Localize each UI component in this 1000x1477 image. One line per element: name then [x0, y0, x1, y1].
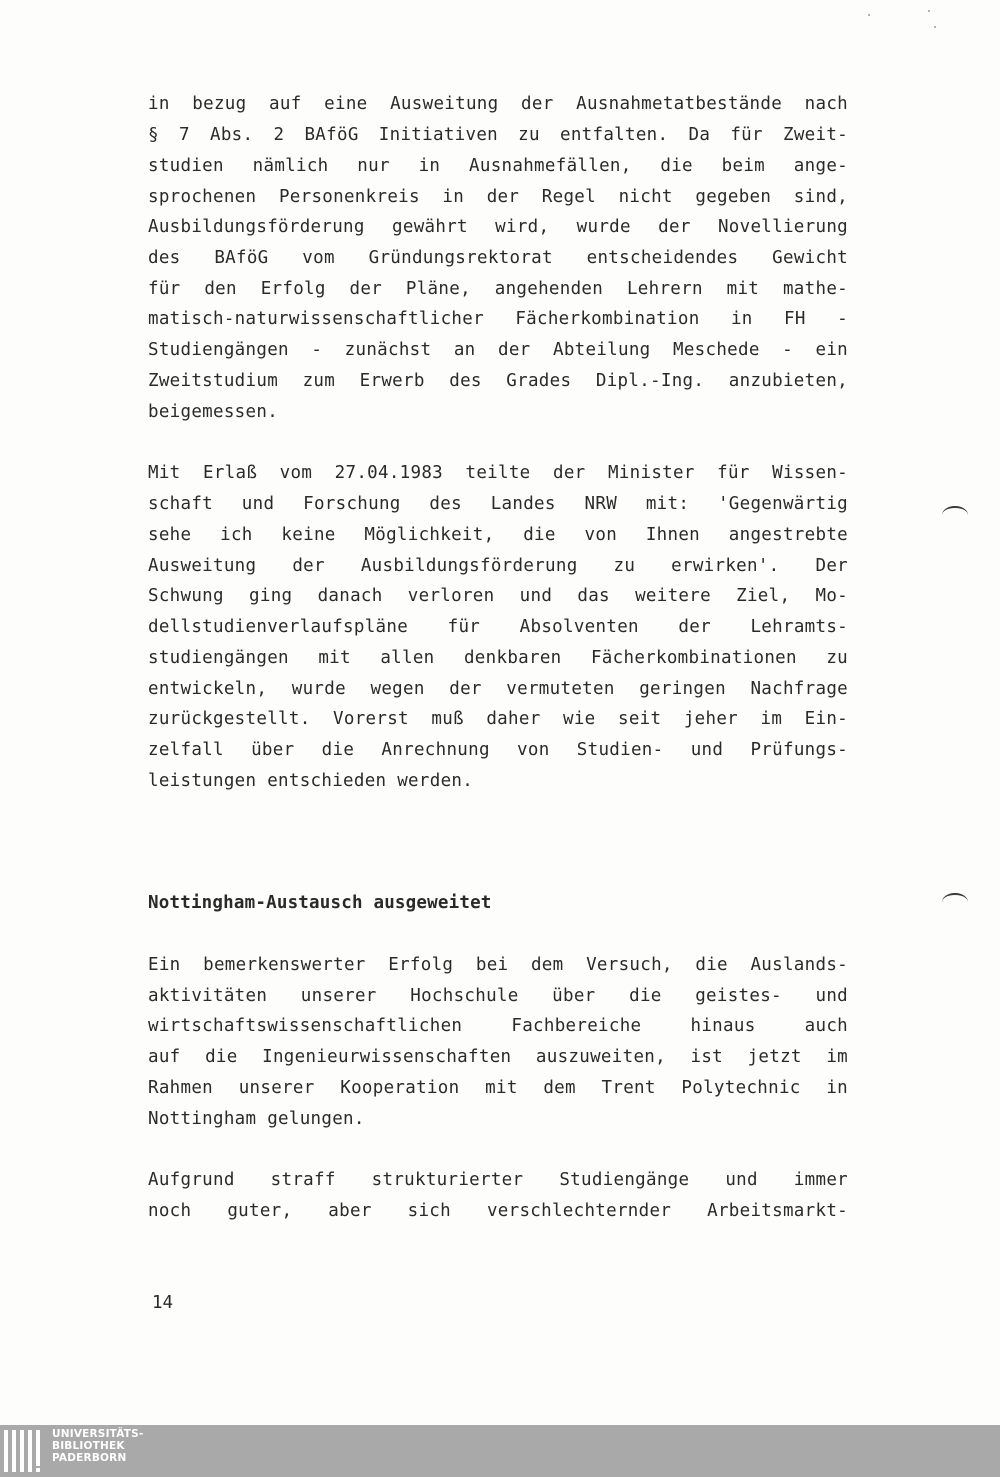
text-line: dellstudienverlaufspläne für Absolventen der Lehramts-: [148, 617, 848, 637]
text-line: des BAföG vom Gründungsrektorat entscheidendes Gewicht: [148, 248, 848, 268]
text-line: aktivitäten unserer Hochschule über die geistes- und: [148, 986, 848, 1006]
text-line: matisch-naturwissenschaftlicher Fächerkombination in FH -: [148, 309, 848, 329]
text-line: Mit Erlaß vom 27.04.1983 teilte der Minister für Wissen-: [148, 463, 848, 483]
text-line: Aufgrund straff strukturierter Studiengänge und immer: [148, 1170, 848, 1190]
text-line: Ausweitung der Ausbildungsförderung zu erwirken'. Der: [148, 556, 848, 576]
section-heading: Nottingham-Austausch ausgeweitet: [148, 893, 492, 913]
text-line: sehe ich keine Möglichkeit, die von Ihnen angestrebte: [148, 525, 848, 545]
text-line: noch guter, aber sich verschlechternder Arbeitsmarkt-: [148, 1201, 848, 1221]
text-line: Ein bemerkenswerter Erfolg bei dem Versuch, die Auslands-: [148, 955, 848, 975]
text-line: § 7 Abs. 2 BAföG Initiativen zu entfalten. Da für Zweit-: [148, 125, 848, 145]
text-line: Ausbildungsförderung gewährt wird, wurde der Novellierung: [148, 217, 848, 237]
text-line: sprochenen Personenkreis in der Regel nicht gegeben sind,: [148, 187, 848, 207]
text-line: auf die Ingenieurwissenschaften auszuweiten, ist jetzt im: [148, 1047, 848, 1067]
text-line: Zweitstudium zum Erwerb des Grades Dipl.-Ing. anzubieten,: [148, 371, 848, 391]
scan-speck: [928, 10, 930, 12]
text-line: für den Erfolg der Pläne, angehenden Lehrern mit mathe-: [148, 279, 848, 299]
text-line: beigemessen.: [148, 402, 279, 422]
text-line: Studiengängen - zunächst an der Abteilung Meschede - ein: [148, 340, 848, 360]
punch-hole-mark: [942, 506, 968, 524]
scan-speck: [934, 26, 936, 28]
text-line: zurückgestellt. Vorerst muß daher wie seit jeher im Ein-: [148, 709, 848, 729]
text-line: studiengängen mit allen denkbaren Fächerkombinationen zu: [148, 648, 848, 668]
library-logo: [2, 1428, 162, 1474]
logo-line: BIBLIOTHEK: [52, 1440, 125, 1452]
text-line: Schwung ging danach verloren und das weitere Ziel, Mo-: [148, 586, 848, 606]
punch-hole-mark: [942, 893, 968, 911]
text-line: zelfall über die Anrechnung von Studien- und Prüfungs-: [148, 740, 848, 760]
logo-line: PADERBORN: [52, 1452, 127, 1464]
text-line: wirtschaftswissenschaftlichen Fachbereiche hinaus auch: [148, 1016, 848, 1036]
text-line: in bezug auf eine Ausweitung der Ausnahmetatbestände nach: [148, 94, 848, 114]
text-line: Rahmen unserer Kooperation mit dem Trent Polytechnic in: [148, 1078, 848, 1098]
logo-stripes-icon: [2, 1430, 48, 1472]
page-number: 14: [152, 1293, 174, 1313]
logo-line: UNIVERSITÄTS-: [52, 1428, 144, 1440]
text-line: studien nämlich nur in Ausnahmefällen, die beim ange-: [148, 156, 848, 176]
text-line: entwickeln, wurde wegen der vermuteten geringen Nachfrage: [148, 679, 848, 699]
text-line: Nottingham gelungen.: [148, 1109, 365, 1129]
text-line: leistungen entschieden werden.: [148, 771, 474, 791]
scan-speck: [868, 14, 870, 16]
text-line: schaft und Forschung des Landes NRW mit: 'Gegenwärtig: [148, 494, 848, 514]
logo-text: [52, 1428, 143, 1464]
